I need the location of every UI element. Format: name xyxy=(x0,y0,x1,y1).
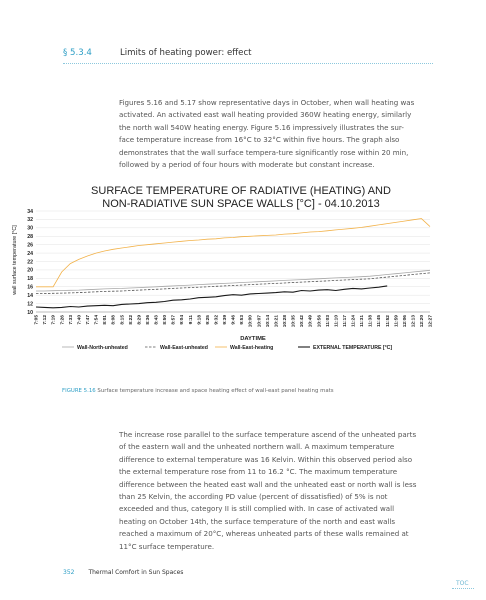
body-paragraph: The increase rose parallel to the surface temperature ascend of the unheated parts of the eastern wall and the unheated northern wall. A maximum temperature difference to external temperature was 16 Kelvin. Within this observed period also the external temperature rose from 11 to 16.2 °C. The maximum temperature difference between the heated east wall and the unheated east or north wall is less than 25 Kelvin, the according PD value (percent of dissatisfied) of 5% is not exceeded and thus, category II is still complied with. In case of activated wall heating on October 14th, the surface temperature of the north and east walls reached a maximum of 20°C, whereas unheated parts of these walls remained at 11°C surface temperature. xyxy=(119,430,417,551)
x-tick-label: 10:42 xyxy=(300,315,306,328)
y-tick-label: 14 xyxy=(27,292,33,299)
x-tick-label: 12:27 xyxy=(428,315,434,328)
caption-text: Surface temperature increase and space heating effect of wall-east panel heating mats xyxy=(95,388,334,394)
y-tick-label: 26 xyxy=(27,242,33,249)
x-tick-label: 7:19 xyxy=(51,315,57,325)
y-tick-label: 16 xyxy=(27,284,33,291)
x-tick-label: 7:05 xyxy=(34,315,40,325)
section-heading xyxy=(63,48,433,66)
y-tick-label: 22 xyxy=(27,259,33,266)
x-tick-label: 11:03 xyxy=(325,315,331,328)
x-tick-label: 11:24 xyxy=(351,315,357,328)
x-tick-label: 11:38 xyxy=(368,315,374,328)
x-tick-label: 8:01 xyxy=(103,315,109,325)
x-tick-label: 10:56 xyxy=(317,315,323,328)
series-line-wall-east-heating xyxy=(36,219,430,287)
y-tick-label: 34 xyxy=(27,208,33,215)
x-tick-label: 10:07 xyxy=(257,315,263,328)
x-tick-label: 9:39 xyxy=(223,315,229,325)
legend-label: Wall-East-unheated xyxy=(160,344,208,351)
x-tick-label: 10:21 xyxy=(274,315,280,328)
legend-label: Wall-East-heating xyxy=(230,344,274,351)
x-tick-label: 11:45 xyxy=(377,315,383,328)
x-tick-label: 7:54 xyxy=(94,315,100,325)
y-tick-label: 24 xyxy=(27,250,33,257)
x-tick-label: 8:15 xyxy=(120,315,126,325)
x-tick-label: 8:29 xyxy=(137,315,143,325)
x-tick-label: 7:12 xyxy=(43,315,49,325)
y-tick-label: 12 xyxy=(27,301,33,308)
x-tick-label: 10:49 xyxy=(308,315,314,328)
book-title: Thermal Comfort in Sun Spaces xyxy=(88,569,184,576)
y-tick-label: 30 xyxy=(27,225,33,232)
y-axis-label: wall surface temperature [°C] xyxy=(12,225,18,295)
chart-title-line1: SURFACE TEMPERATURE OF RADIATIVE (HEATING) AND xyxy=(91,185,391,197)
y-tick-label: 18 xyxy=(27,276,33,283)
x-tick-label: 10:35 xyxy=(291,315,297,328)
y-tick-labels xyxy=(27,209,33,316)
x-tick-label: 7:26 xyxy=(60,315,66,325)
x-tick-label: 8:22 xyxy=(128,315,134,325)
legend-label: EXTERNAL TEMPERATURE [°C] xyxy=(313,344,393,351)
section-title: Limits of heating power: effect xyxy=(120,48,252,58)
x-tick-label: 9:11 xyxy=(188,315,194,325)
x-tick-label: 7:33 xyxy=(68,315,74,325)
y-tick-label: 28 xyxy=(27,234,33,241)
x-tick-label: 12:13 xyxy=(411,315,417,328)
x-tick-label: 7:40 xyxy=(77,315,83,325)
x-tick-label: 9:32 xyxy=(214,315,220,325)
x-tick-label: 12:06 xyxy=(402,315,408,328)
x-tick-labels xyxy=(34,315,434,328)
page-number: 352 xyxy=(63,569,75,576)
x-tick-label: 7:47 xyxy=(85,315,91,325)
x-tick-label: 8:57 xyxy=(171,315,177,325)
section-number: § 5.3.4 xyxy=(63,48,92,58)
x-tick-label: 8:50 xyxy=(163,315,169,325)
temperature-chart xyxy=(0,183,486,383)
x-tick-label: 12:20 xyxy=(420,315,426,328)
chart-legend xyxy=(62,345,392,351)
x-tick-label: 11:10 xyxy=(334,315,340,328)
legend-label: Wall-North-unheated xyxy=(77,344,128,351)
x-axis-label: DAYTIME xyxy=(240,336,266,342)
heading-divider xyxy=(63,63,433,64)
x-tick-label: 9:46 xyxy=(231,315,237,325)
x-tick-label: 10:14 xyxy=(265,315,271,328)
intro-paragraph: Figures 5.16 and 5.17 show representative days in October, when wall heating was activated. An activated east wall heating provided 360W heating energy, similarly the north wall 540W heating energy. Figure 5.16 impressively illustrates the sur-face temperature increase from 16°C to 32°C within five hours. The graph also demonstrates that the wall surface tempera-ture significantly rose within 20 min, followed by a period of four hours with moderate but constant increase. xyxy=(119,98,415,170)
x-tick-label: 9:25 xyxy=(205,315,211,325)
toc-underline xyxy=(452,588,474,589)
chart-series xyxy=(36,219,430,308)
x-tick-label: 9:18 xyxy=(197,315,203,325)
y-tick-label: 10 xyxy=(27,309,33,316)
x-tick-label: 11:17 xyxy=(342,315,348,328)
page-footer xyxy=(63,569,183,576)
x-tick-label: 10:28 xyxy=(282,315,288,328)
figure-label: FIGURE 5.16 xyxy=(62,388,96,394)
x-tick-label: 8:43 xyxy=(154,315,160,325)
x-tick-label: 11:52 xyxy=(385,315,391,328)
toc-link[interactable]: TOC xyxy=(456,580,469,587)
y-tick-label: 32 xyxy=(27,217,33,224)
y-tick-label: 20 xyxy=(27,267,33,274)
figure-caption xyxy=(62,388,334,394)
x-tick-label: 9:04 xyxy=(180,315,186,325)
x-tick-label: 10:00 xyxy=(248,315,254,328)
x-tick-label: 11:31 xyxy=(360,315,366,328)
chart-title-line2: NON-RADIATIVE SUN SPACE WALLS [°C] - 04.10.2013 xyxy=(102,198,380,210)
x-tick-label: 8:36 xyxy=(145,315,151,325)
series-line-external-temperature-c xyxy=(36,286,387,308)
x-tick-label: 9:53 xyxy=(240,315,246,325)
x-tick-label: 8:08 xyxy=(111,315,117,325)
x-tick-label: 11:59 xyxy=(394,315,400,328)
